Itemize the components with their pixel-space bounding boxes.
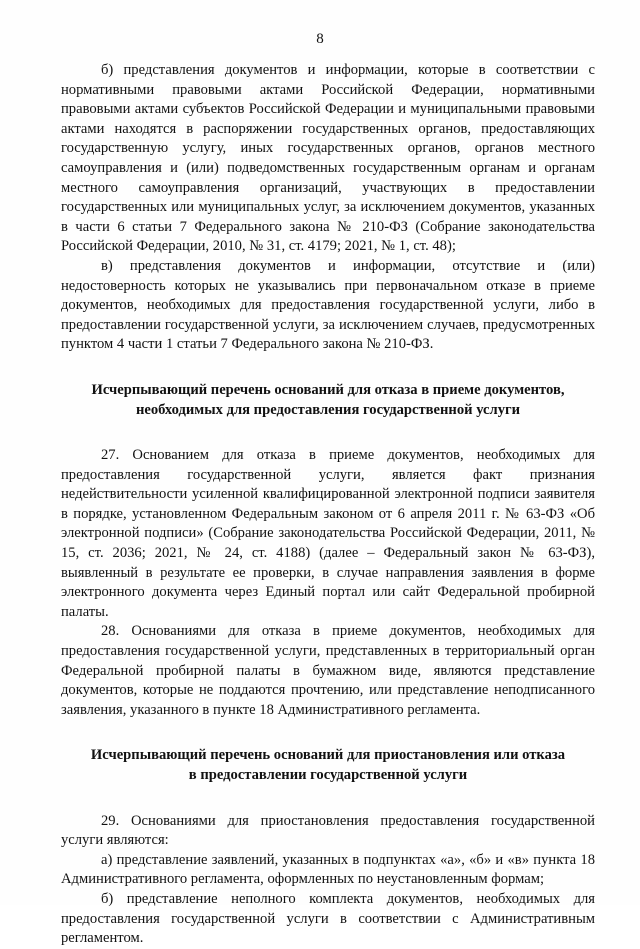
heading-line: в предоставлении государственной услуги bbox=[188, 767, 468, 783]
paragraph-29-a: а) представление заявлений, указанных в подпунктах «а», «б» и «в» пункта 18 Административного регламента, оформленных по неустановленным формам; bbox=[61, 851, 595, 888]
document-body bbox=[61, 61, 595, 949]
paragraph-29: 29. Основаниями для приостановления предоставления государственной услуги являются: bbox=[61, 812, 595, 849]
paragraph-29-b: б) представление неполного комплекта документов, необходимых для предоставления государственной услуги в соответствии с Административным регламентом. bbox=[61, 890, 595, 947]
paragraph-b-documents: б) представления документов и информации, которые в соответствии с нормативными правовыми актами Российской Федерации, нормативными правовыми актами субъектов Российской Федерации и муниципальными правовыми актами находятся в распоряжении государственных органов, предоставляющих государственную услугу, иных государственных органов, органов местного самоуправления и (или) подведомственных государственным органам и органам местного самоуправления организаций, участвующих в предоставлении государственных или муниципальных услуг, за исключением документов, указанных в части 6 статьи 7 Федерального закона № 210-ФЗ (Собрание законодательства Российской Федерации, 2010, № 31, ст. 4179; 2021, № 1, ст. 48); bbox=[61, 62, 595, 255]
heading-line: Исчерпывающий перечень оснований для отказа в приеме документов, bbox=[91, 381, 565, 398]
paragraph-v-documents: в) представления документов и информации, отсутствие и (или) недостоверность которых не указывались при первоначальном отказе в приеме документов, необходимых для предоставления государственной услуги, либо в предоставлении государственной услуги, за исключением случаев, предусмотренных пунктом 4 части 1 статьи 7 Федерального закона № 210-ФЗ. bbox=[61, 257, 595, 353]
heading-line: Исчерпывающий перечень оснований для приостановления или отказа bbox=[90, 747, 566, 764]
page-number: 8 bbox=[316, 31, 324, 47]
paragraph-27: 27. Основанием для отказа в приеме документов, необходимых для предоставления государственной услуги, является факт признания недействительности усиленной квалифицированной электронной подписи заявителя в порядке, установленном Федеральным законом от 6 апреля 2011 г. № 63-ФЗ «Об электронной подписи» (Собрание законодательства Российской Федерации, 2011, № 15, ст. 2036; 2021, № 24, ст. 4188) (далее – Федеральный закон № 63-ФЗ), выявленный в результате ее проверки, в случае направления заявления в форме электронного документа через Единый портал или сайт Федеральной пробирной палаты. bbox=[61, 447, 595, 620]
paragraph-28: 28. Основаниями для отказа в приеме документов, необходимых для предоставления государственной услуги, представленных в территориальный орган Федеральной пробирной палаты в бумажном виде, являются представление документов, которые не поддаются прочтению, или представление неподписанного заявления, указанного в пункте 18 Административного регламента. bbox=[61, 623, 595, 718]
section-heading-suspension-refusal bbox=[61, 746, 595, 785]
heading-line: необходимых для предоставления государственной услуги bbox=[135, 401, 521, 418]
section-heading-refusal-acceptance bbox=[61, 381, 595, 420]
